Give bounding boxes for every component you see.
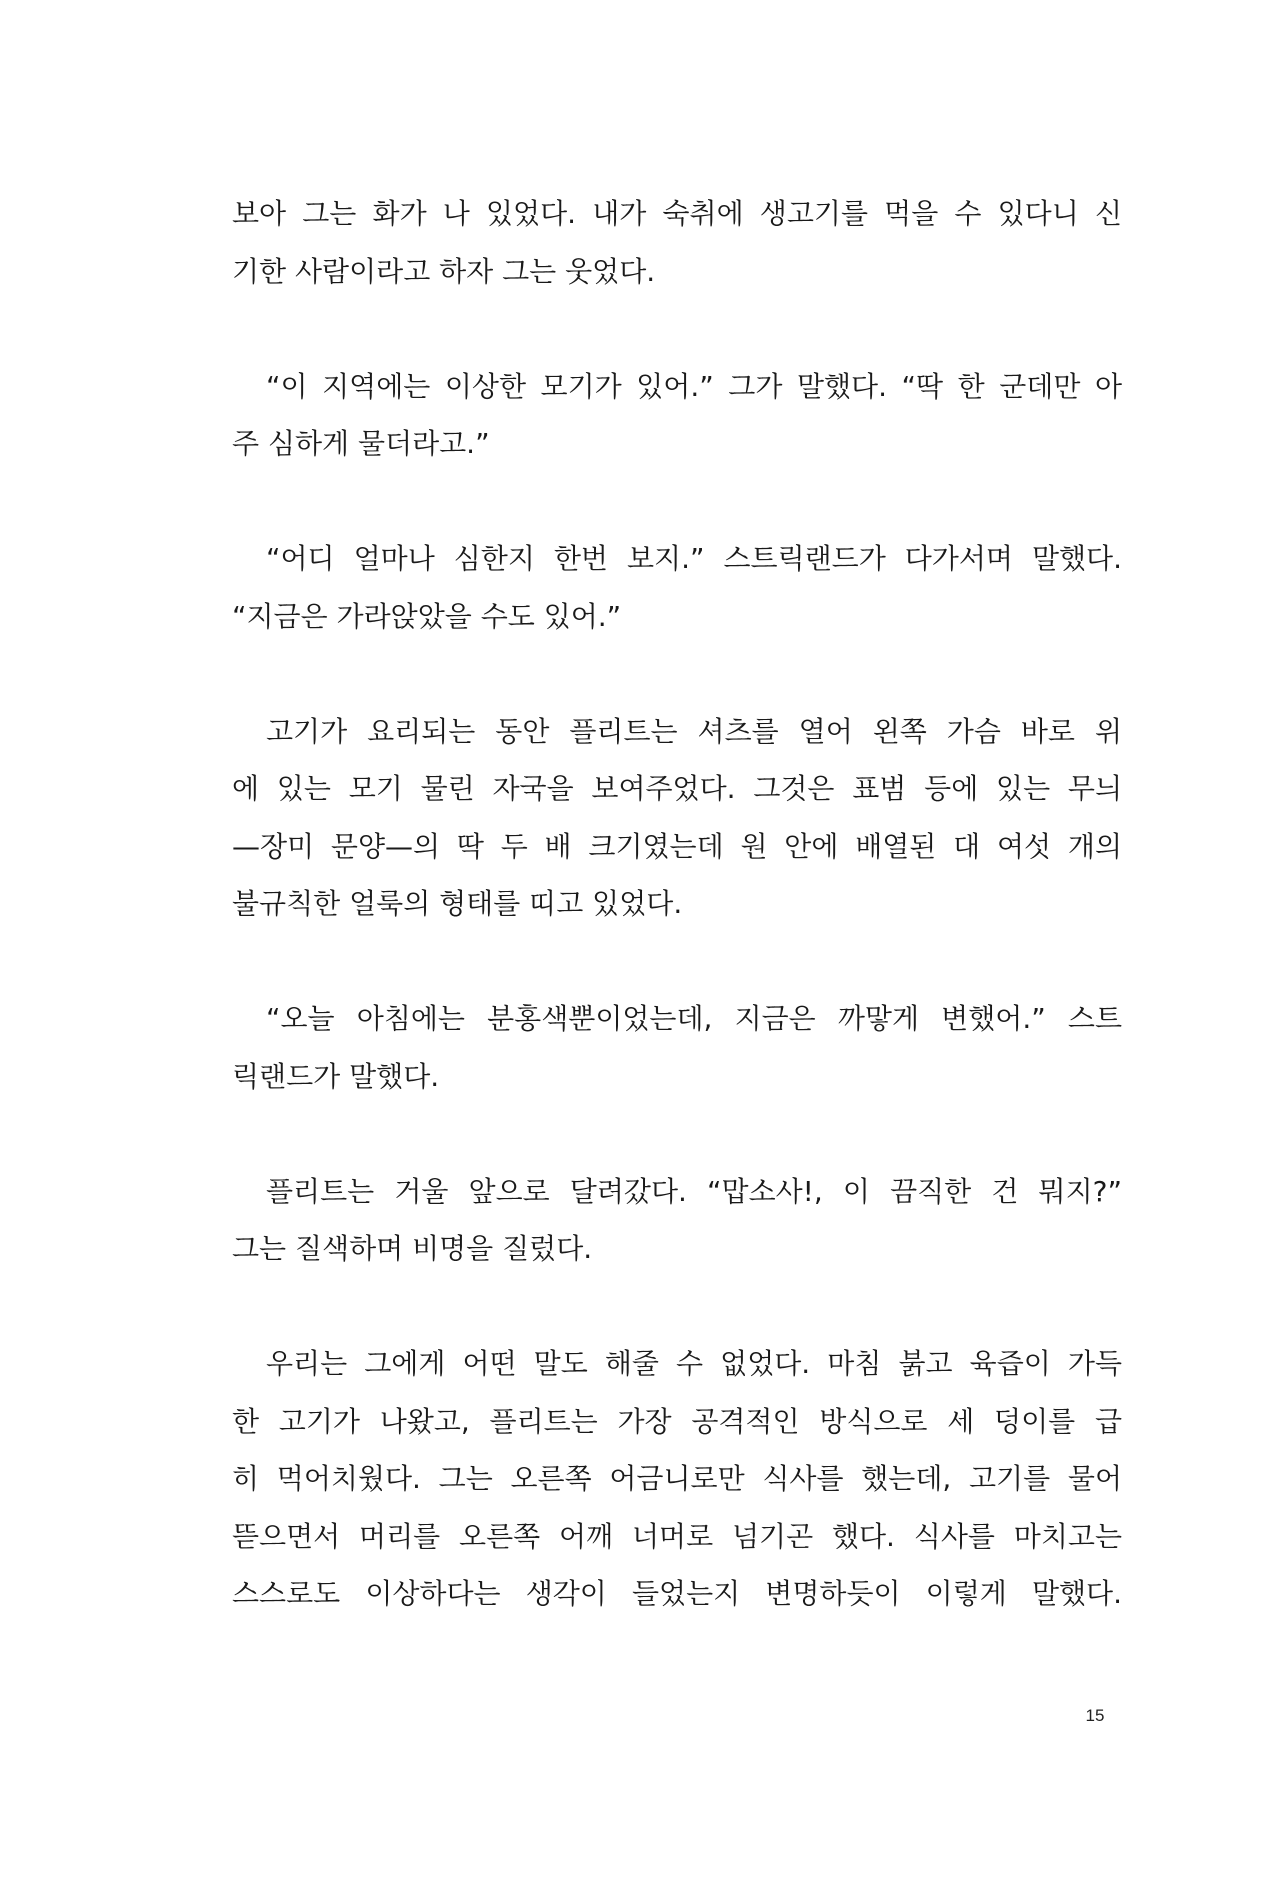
text-line: —장미 문양—의 딱 두 배 크기였는데 원 안에 배열된 대 여섯 개의 [232, 829, 1122, 863]
paragraph [232, 703, 1122, 933]
paragraph [232, 1335, 1122, 1623]
paragraph [232, 530, 1122, 645]
text-line: 한 고기가 나왔고, 플리트는 가장 공격적인 방식으로 세 덩이를 급 [232, 1404, 1122, 1438]
text-line: 우리는 그에게 어떤 말도 해줄 수 없었다. 마침 붉고 육즙이 가득 [266, 1347, 1122, 1380]
text-line: 고기가 요리되는 동안 플리트는 셔츠를 열어 왼쪽 가슴 바로 위 [266, 714, 1122, 748]
text-line: “오늘 아침에는 분홍색뿐이었는데, 지금은 까맣게 변했어.” 스트 [266, 1002, 1122, 1035]
text-line: 주 심하게 물더라고.” [232, 427, 490, 460]
text-line: 기한 사람이라고 하자 그는 웃었다. [232, 254, 656, 288]
text-line: 스스로도 이상하다는 생각이 들었는지 변명하듯이 이렇게 말했다. [232, 1577, 1122, 1610]
text-line: 뜯으면서 머리를 오른쪽 어깨 너머로 넘기곤 했다. 식사를 마치고는 [232, 1519, 1122, 1553]
paragraph [232, 1163, 1122, 1278]
text-line: “지금은 가라앉았을 수도 있어.” [232, 599, 622, 633]
paragraph [232, 358, 1122, 473]
paragraph [232, 990, 1122, 1105]
text-line: 플리트는 거울 앞으로 달려갔다. “맙소사!, 이 끔직한 건 뭐지?” [266, 1174, 1122, 1208]
text-line: “어디 얼마나 심한지 한번 보지.” 스트릭랜드가 다가서며 말했다. [266, 542, 1122, 575]
text-line: 불규칙한 얼룩의 형태를 띠고 있었다. [232, 887, 683, 920]
text-line: 그는 질색하며 비명을 질렀다. [232, 1232, 593, 1265]
text-line: 릭랜드가 말했다. [232, 1059, 440, 1093]
text-line: 보아 그는 화가 나 있었다. 내가 숙취에 생고기를 먹을 수 있다니 신 [232, 197, 1122, 230]
body-text [232, 185, 1122, 1680]
text-line: “이 지역에는 이상한 모기가 있어.” 그가 말했다. “딱 한 군데만 아 [266, 369, 1122, 403]
paragraph [232, 185, 1122, 300]
page-number: 15 [1085, 1706, 1105, 1725]
text-line: 히 먹어치웠다. 그는 오른쪽 어금니로만 식사를 했는데, 고기를 물어 [232, 1462, 1122, 1495]
text-line: 에 있는 모기 물린 자국을 보여주었다. 그것은 표범 등에 있는 무늬 [232, 772, 1122, 805]
